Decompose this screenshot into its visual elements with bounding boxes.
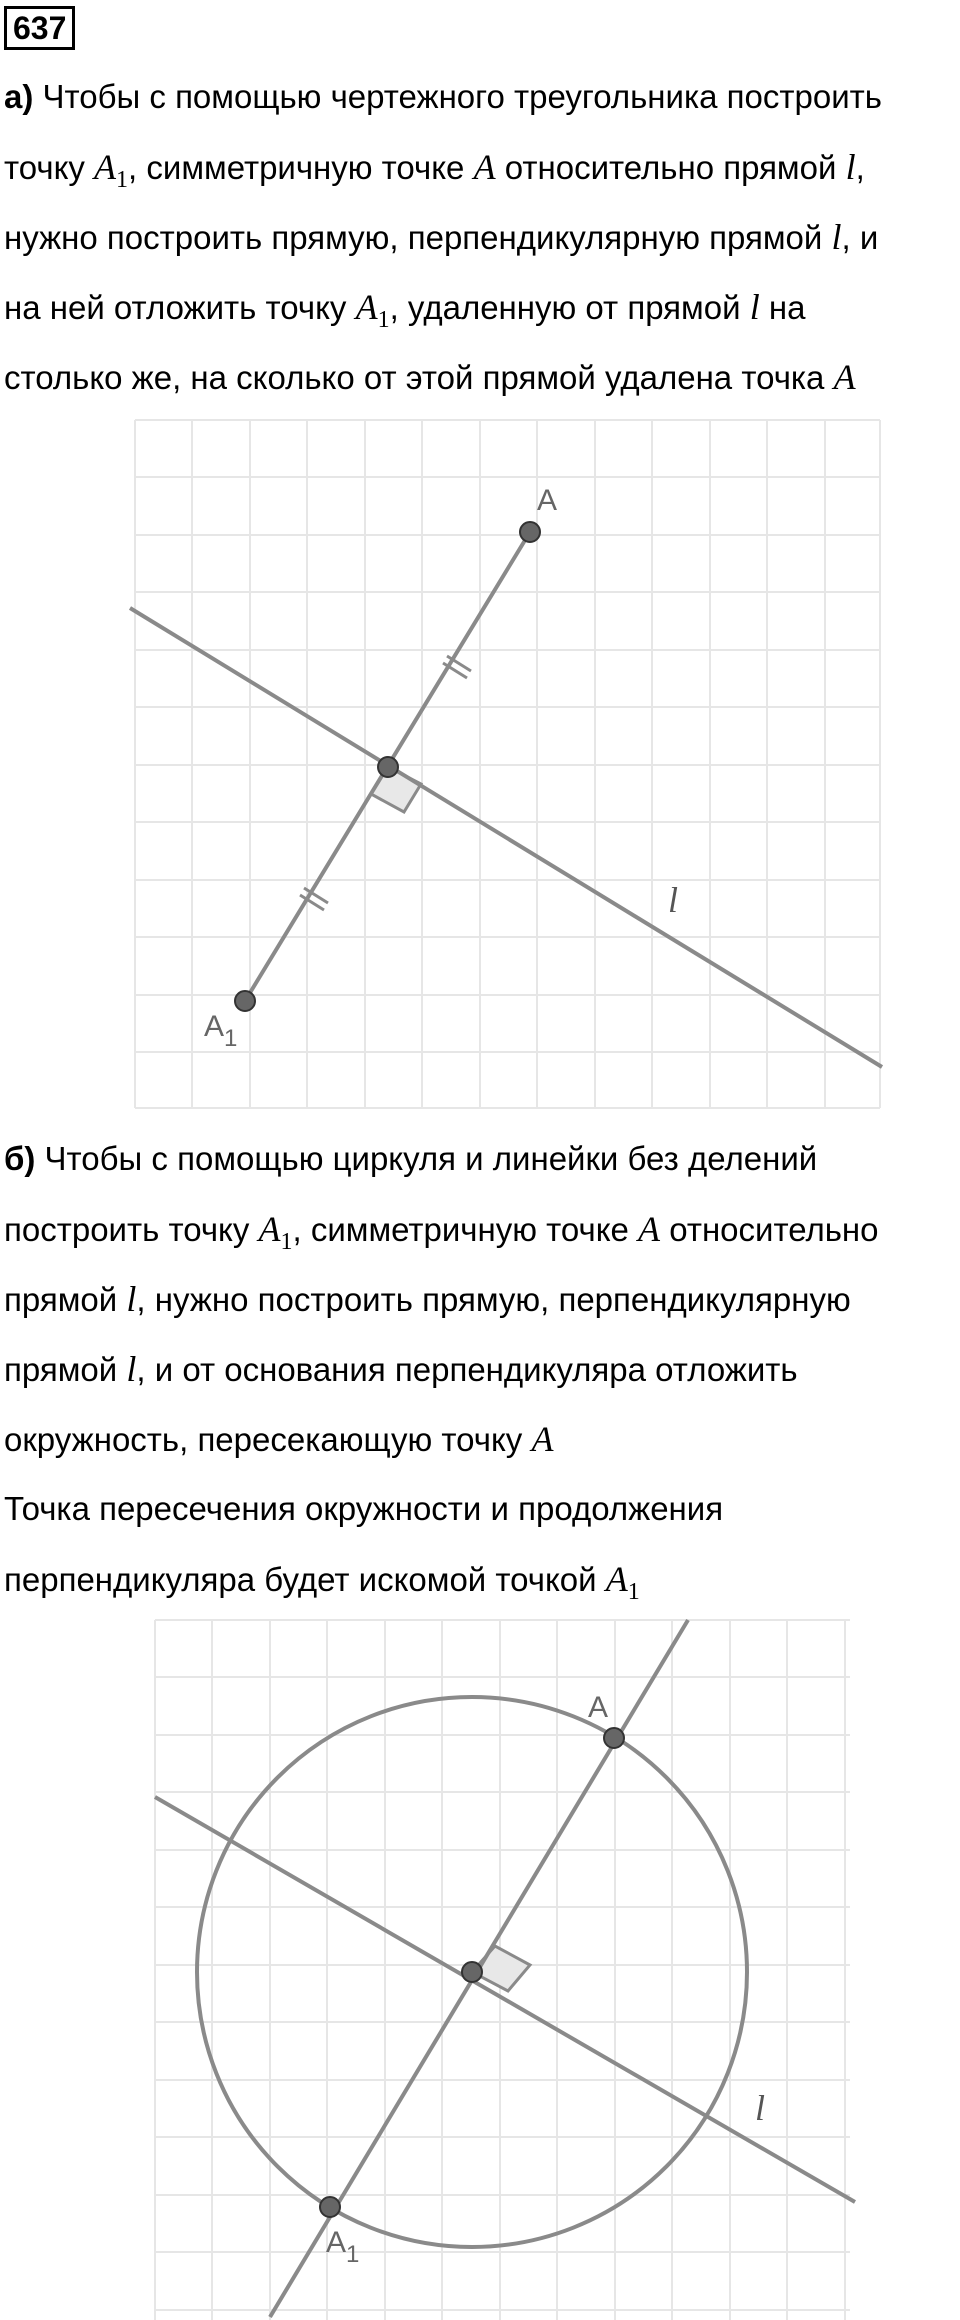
- part-a-label: а): [4, 78, 34, 115]
- math-A1: $A_1$: [605, 1559, 640, 1605]
- text-span: , удаленную от прямой: [389, 289, 741, 326]
- math-A: A: [531, 1419, 554, 1459]
- text-span: прямой: [4, 1281, 118, 1318]
- part-b-line-1: Чтобы с помощью циркуля и линейки без делений: [44, 1140, 818, 1177]
- text-span: окружность, пересекающую точку: [4, 1421, 523, 1458]
- math-A1: $A_1$: [94, 147, 129, 193]
- label-l: l: [668, 880, 679, 920]
- math-A: A: [638, 1209, 661, 1249]
- center-point: [462, 1962, 482, 1982]
- text-span: столько же, на сколько от этой прямой удалена точка: [4, 359, 825, 396]
- part-b-label: б): [4, 1140, 36, 1177]
- math-A1: $A_1$: [258, 1209, 293, 1255]
- part-a-text: [4, 62, 882, 412]
- text-span: , и от основания перпендикуляра отложить: [136, 1351, 798, 1388]
- text-span: построить точку: [4, 1211, 250, 1248]
- math-A1: $A_1$: [355, 287, 390, 333]
- exercise-number: 637: [4, 6, 75, 50]
- text-span: на: [768, 289, 806, 326]
- math-l: l: [126, 1349, 137, 1389]
- text-span: , и: [841, 219, 879, 256]
- text-span: нужно построить прямую, перпендикулярную прямой: [4, 219, 823, 256]
- point-A: [604, 1728, 624, 1748]
- math-l: l: [831, 217, 842, 257]
- label-l: l: [755, 2088, 766, 2128]
- text-span: на ней отложить точку: [4, 289, 347, 326]
- math-A: A: [473, 147, 496, 187]
- math-A: A: [833, 357, 856, 397]
- label-A1: $A_1$: [326, 2226, 360, 2268]
- math-l: l: [126, 1279, 137, 1319]
- text-span: прямой: [4, 1351, 118, 1388]
- part-a-line-1: Чтобы с помощью чертежного треугольника построить: [42, 78, 882, 115]
- text-span: точку: [4, 149, 85, 186]
- text-span: , нужно построить прямую, перпендикулярную: [136, 1281, 851, 1318]
- math-l: l: [845, 147, 856, 187]
- point-A1: [235, 991, 255, 1011]
- point-A1: [320, 2197, 340, 2217]
- point-A: [520, 522, 540, 542]
- figure-b: [0, 1612, 960, 2320]
- math-l: l: [749, 287, 760, 327]
- part-b-text: [4, 1124, 879, 1614]
- text-span: относительно: [669, 1211, 879, 1248]
- text-span: Точка пересечения окружности и продолжения: [4, 1490, 724, 1527]
- text-span: ,: [855, 149, 865, 186]
- label-A: A: [588, 1691, 609, 1724]
- text-span: относительно прямой: [504, 149, 837, 186]
- text-span: перпендикуляра будет искомой точкой: [4, 1561, 597, 1598]
- line-l: [155, 1797, 855, 2202]
- text-span: , симметричную точке: [128, 149, 465, 186]
- foot-point: [378, 757, 398, 777]
- figure-a: [0, 400, 960, 1120]
- label-A1: $A_1$: [204, 1010, 238, 1052]
- label-A: A: [537, 484, 558, 517]
- text-span: , симметричную точке: [292, 1211, 629, 1248]
